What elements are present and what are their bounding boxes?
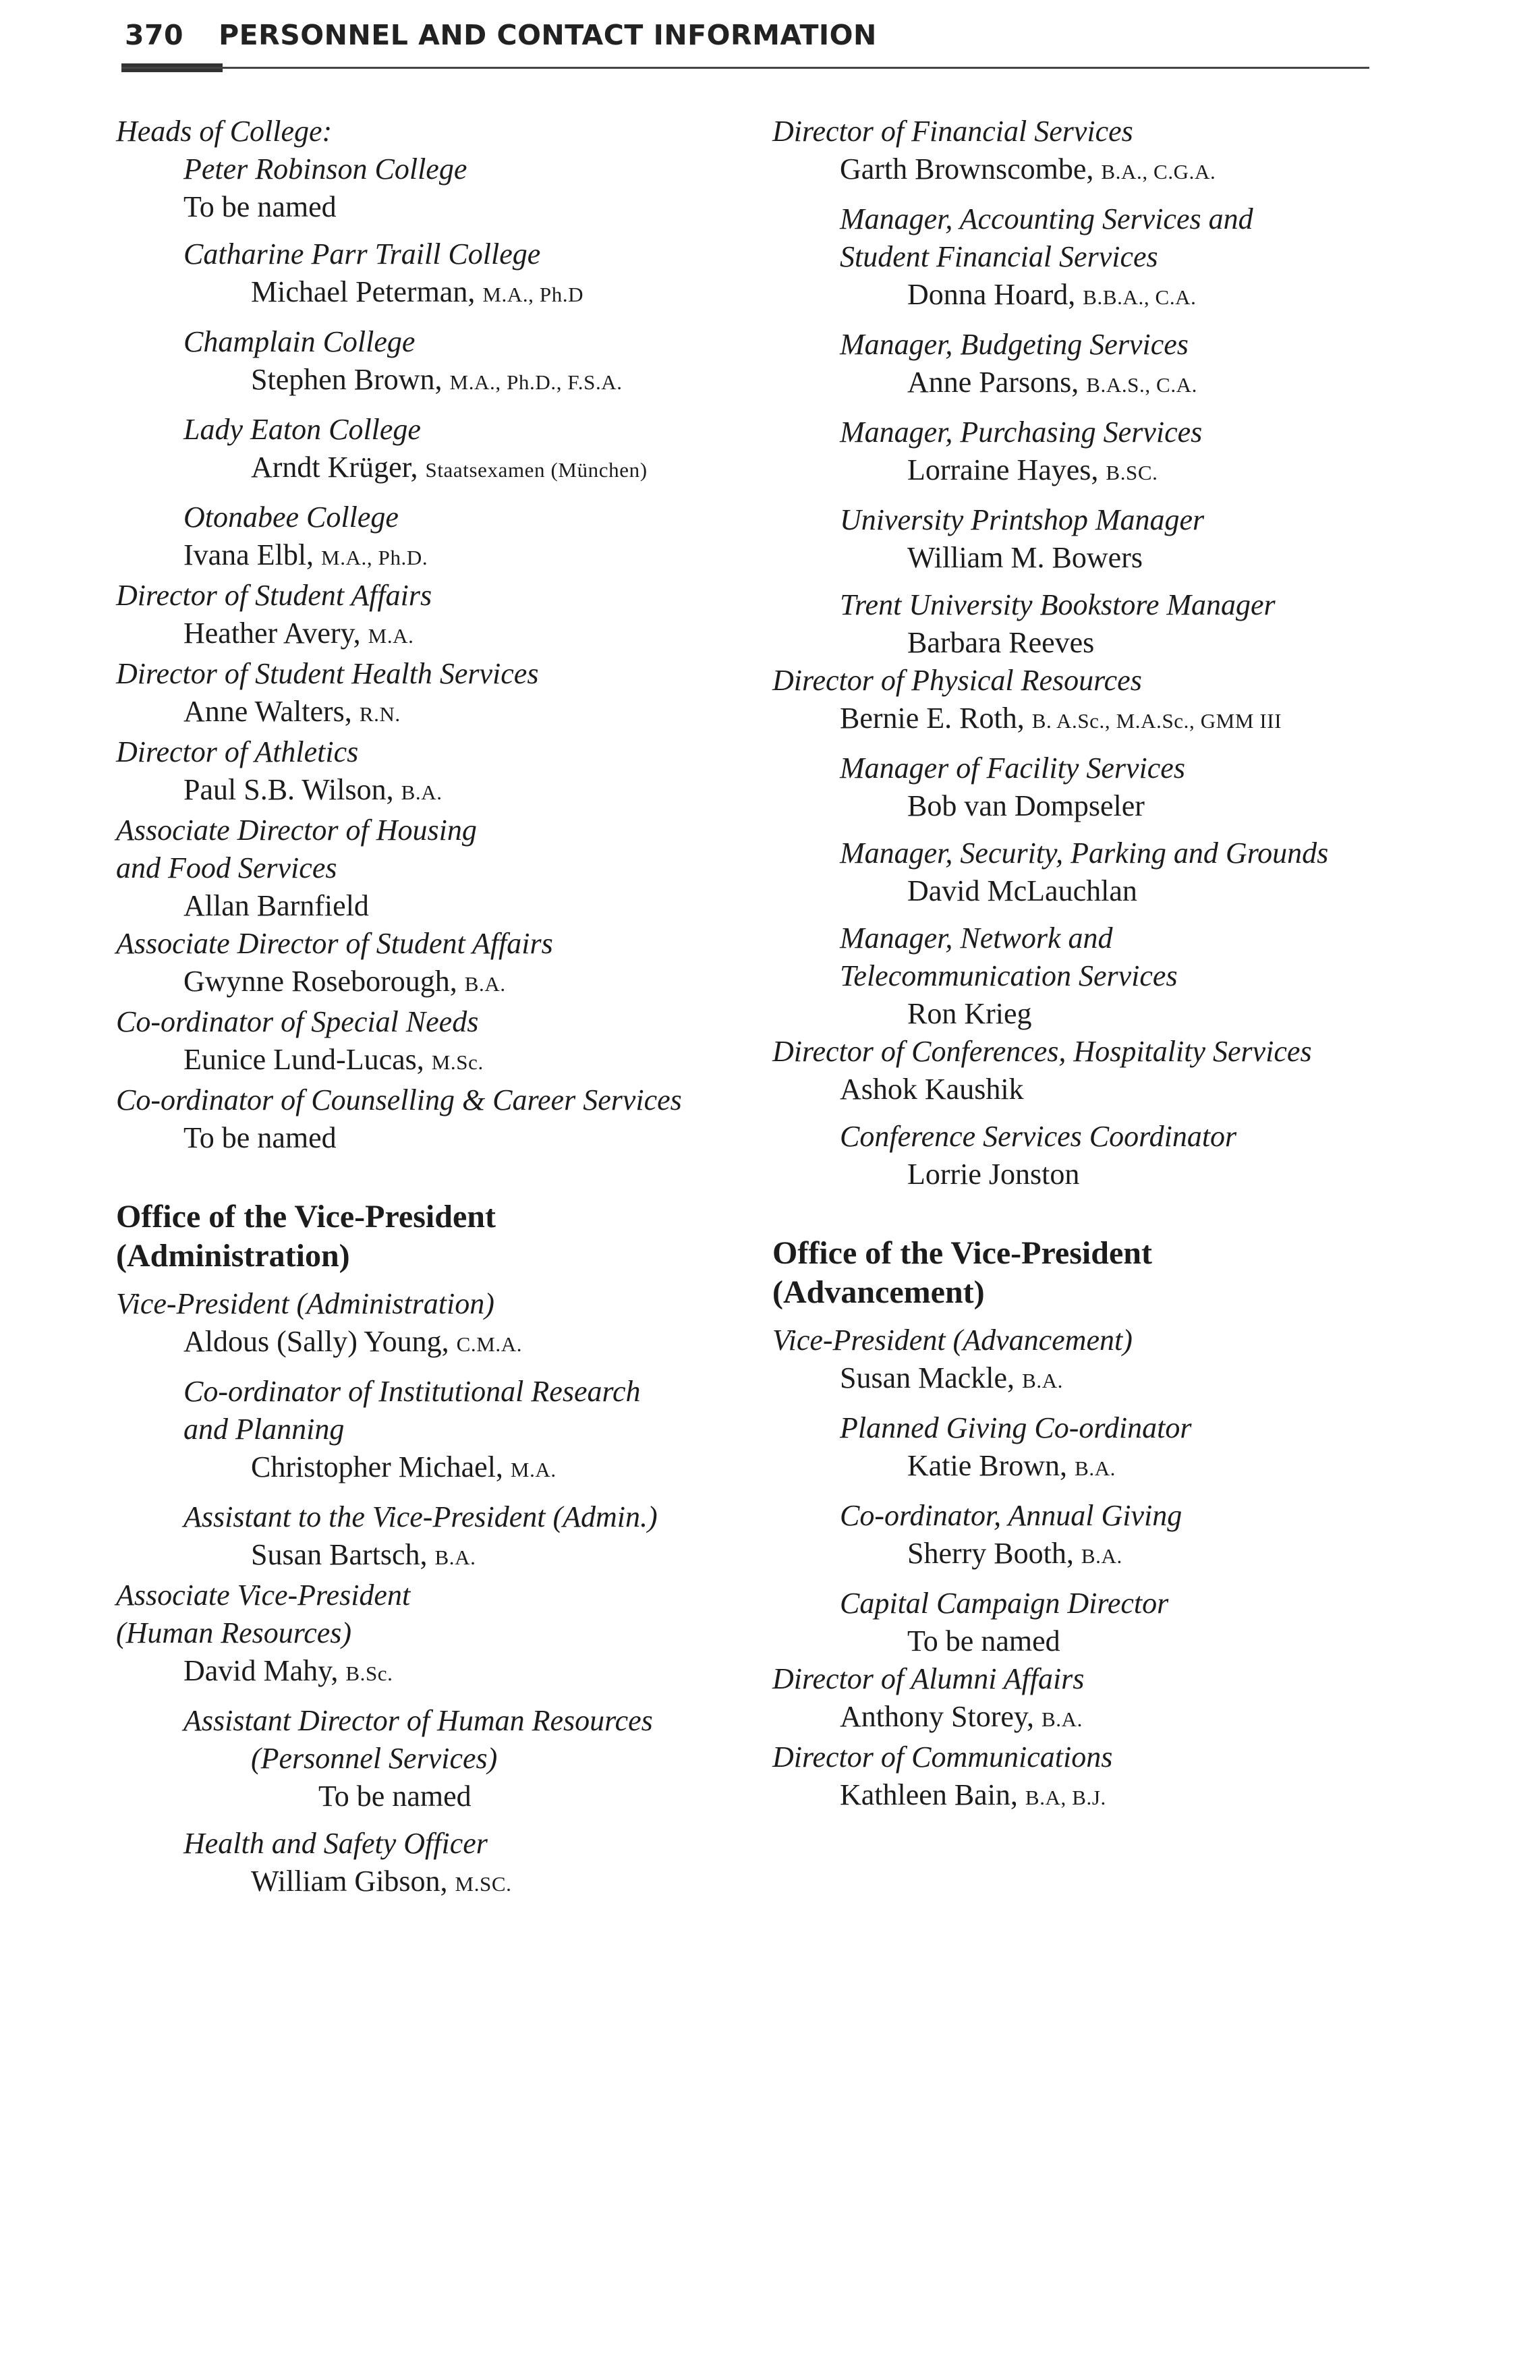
position-title: Director of Student Health Services [116, 657, 539, 690]
position-title: Manager, Network and [840, 922, 1113, 955]
credentials: M.A., Ph.D., F.S.A. [449, 370, 623, 394]
credentials: B.A, B.J. [1025, 1786, 1106, 1809]
position-title-cont: Student Financial Services [840, 240, 1158, 273]
person-name: Eunice Lund-Lucas, M.Sc. [183, 1043, 484, 1076]
credentials: B.SC. [1106, 461, 1158, 484]
person-name: To be named [183, 190, 337, 223]
person-name: To be named [318, 1780, 472, 1813]
position-title: Co-ordinator of Counselling & Career Services [116, 1083, 682, 1116]
credentials: B.Sc. [345, 1662, 393, 1685]
left-column [116, 113, 791, 1903]
position-title: Manager, Security, Parking and Grounds [840, 837, 1329, 870]
person-name: Susan Mackle, B.A. [840, 1361, 1064, 1394]
person-name: To be named [907, 1624, 1060, 1658]
position-title-cont: (Human Resources) [116, 1616, 352, 1649]
position-title: Capital Campaign Director [840, 1587, 1169, 1620]
credentials: B.A. [464, 972, 506, 996]
credentials: R.N. [359, 702, 401, 726]
position-title: Director of Student Affairs [116, 579, 432, 612]
person-name: Bernie E. Roth, B. A.Sc., M.A.Sc., GMM III [840, 702, 1282, 735]
position-title: Associate Director of Student Affairs [116, 927, 553, 960]
person-name: Barbara Reeves [907, 626, 1095, 659]
person-name: Arndt Krüger, Staatsexamen (München) [251, 451, 648, 484]
person-name: Christopher Michael, M.A. [251, 1450, 557, 1483]
section-title: Heads of College: [116, 115, 333, 148]
person-name: Anne Parsons, B.A.S., C.A. [907, 366, 1198, 399]
section-heading: Office of the Vice-President [772, 1235, 1152, 1271]
right-column [772, 113, 1447, 1817]
credentials: M.A. [368, 624, 414, 648]
position-title: Vice-President (Advancement) [772, 1324, 1133, 1357]
person-name: Sherry Booth, B.A. [907, 1537, 1122, 1570]
position-title-cont: Telecommunication Services [840, 959, 1178, 992]
college-name: Champlain College [183, 325, 416, 358]
position-title: Manager of Facility Services [840, 752, 1185, 785]
person-name: William M. Bowers [907, 541, 1143, 574]
person-name: Anthony Storey, B.A. [840, 1700, 1083, 1733]
person-name: Aldous (Sally) Young, C.M.A. [183, 1325, 523, 1358]
person-name: Garth Brownscombe, B.A., C.G.A. [840, 152, 1216, 186]
credentials: B.A.S., C.A. [1086, 373, 1198, 397]
position-title: Assistant to the Vice-President (Admin.) [183, 1500, 658, 1533]
position-title: Director of Physical Resources [772, 664, 1142, 697]
credentials: B.B.A., C.A. [1083, 285, 1197, 309]
person-name: Paul S.B. Wilson, B.A. [183, 773, 443, 806]
credentials: M.A. [510, 1458, 557, 1481]
person-name: Anne Walters, R.N. [183, 695, 401, 728]
person-name: Stephen Brown, M.A., Ph.D., F.S.A. [251, 363, 623, 396]
header-title: PERSONNEL AND CONTACT INFORMATION [219, 19, 877, 51]
person-name: Bob van Dompseler [907, 789, 1145, 822]
credentials: B.A., C.G.A. [1101, 160, 1216, 183]
credentials: B.A. [434, 1546, 476, 1569]
person-name: Ashok Kaushik [840, 1073, 1024, 1106]
person-name: Ron Krieg [907, 997, 1032, 1030]
position-title-cont: (Personnel Services) [251, 1742, 498, 1775]
position-title: Assistant Director of Human Resources [183, 1704, 653, 1737]
section-heading-cont: (Advancement) [772, 1274, 985, 1310]
position-title: Co-ordinator of Special Needs [116, 1005, 479, 1038]
credentials: M.SC. [455, 1872, 512, 1896]
position-title: Manager, Budgeting Services [840, 328, 1189, 361]
credentials: B.A. [401, 781, 443, 804]
position-title: Planned Giving Co-ordinator [840, 1411, 1192, 1444]
credentials: B.A. [1081, 1544, 1122, 1568]
position-title: Vice-President (Administration) [116, 1287, 494, 1320]
position-title: Trent University Bookstore Manager [840, 588, 1276, 621]
position-title: Manager, Purchasing Services [840, 416, 1203, 449]
person-name: Allan Barnfield [183, 889, 369, 922]
position-title: Associate Director of Housing [116, 814, 477, 847]
position-title: Director of Conferences, Hospitality Services [772, 1035, 1312, 1068]
person-name: Lorraine Hayes, B.SC. [907, 453, 1158, 486]
header-rule [121, 67, 1369, 69]
position-title: Conference Services Coordinator [840, 1120, 1237, 1153]
person-name: Michael Peterman, M.A., Ph.D [251, 275, 584, 308]
person-name: To be named [183, 1121, 337, 1154]
credentials: M.A., Ph.D [482, 283, 584, 306]
person-name: Ivana Elbl, M.A., Ph.D. [183, 538, 428, 571]
position-title: Health and Safety Officer [183, 1827, 488, 1860]
position-title: Director of Financial Services [772, 115, 1133, 148]
person-name: Donna Hoard, B.B.A., C.A. [907, 278, 1197, 311]
person-name: David McLauchlan [907, 874, 1137, 907]
position-title: Co-ordinator of Institutional Research [183, 1375, 641, 1408]
person-name: Heather Avery, M.A. [183, 617, 414, 650]
position-title: Associate Vice-President [116, 1579, 411, 1612]
person-name: Lorrie Jonston [907, 1158, 1080, 1191]
credentials: B.A. [1022, 1369, 1064, 1392]
person-name: Kathleen Bain, B.A, B.J. [840, 1778, 1106, 1811]
position-title-cont: and Food Services [116, 851, 337, 884]
credentials: M.A., Ph.D. [321, 546, 428, 569]
person-name: William Gibson, M.SC. [251, 1865, 512, 1898]
credentials: C.M.A. [456, 1332, 523, 1356]
college-name: Catharine Parr Traill College [183, 237, 541, 271]
page-number: 370 [125, 19, 184, 51]
position-title: Manager, Accounting Services and [840, 202, 1253, 235]
running-header [125, 19, 877, 51]
person-name: Gwynne Roseborough, B.A. [183, 965, 506, 998]
college-name: Lady Eaton College [183, 413, 421, 446]
credentials: B.A. [1042, 1707, 1083, 1731]
position-title-cont: and Planning [183, 1413, 345, 1446]
position-title: Director of Communications [772, 1740, 1113, 1774]
person-name: Katie Brown, B.A. [907, 1449, 1116, 1482]
credentials: Staatsexamen (München) [425, 458, 648, 482]
credentials: B. A.Sc., M.A.Sc., GMM III [1031, 709, 1282, 733]
credentials: B.A. [1075, 1456, 1116, 1480]
position-title: Director of Athletics [116, 735, 359, 768]
position-title: University Printshop Manager [840, 503, 1205, 536]
college-name: Otonabee College [183, 501, 399, 534]
person-name: David Mahy, B.Sc. [183, 1654, 393, 1687]
section-heading: Office of the Vice-President [116, 1199, 496, 1235]
person-name: Susan Bartsch, B.A. [251, 1538, 476, 1571]
position-title: Director of Alumni Affairs [772, 1662, 1085, 1695]
college-name: Peter Robinson College [183, 152, 467, 186]
credentials: M.Sc. [431, 1050, 484, 1074]
section-heading-cont: (Administration) [116, 1238, 350, 1274]
position-title: Co-ordinator, Annual Giving [840, 1499, 1182, 1532]
